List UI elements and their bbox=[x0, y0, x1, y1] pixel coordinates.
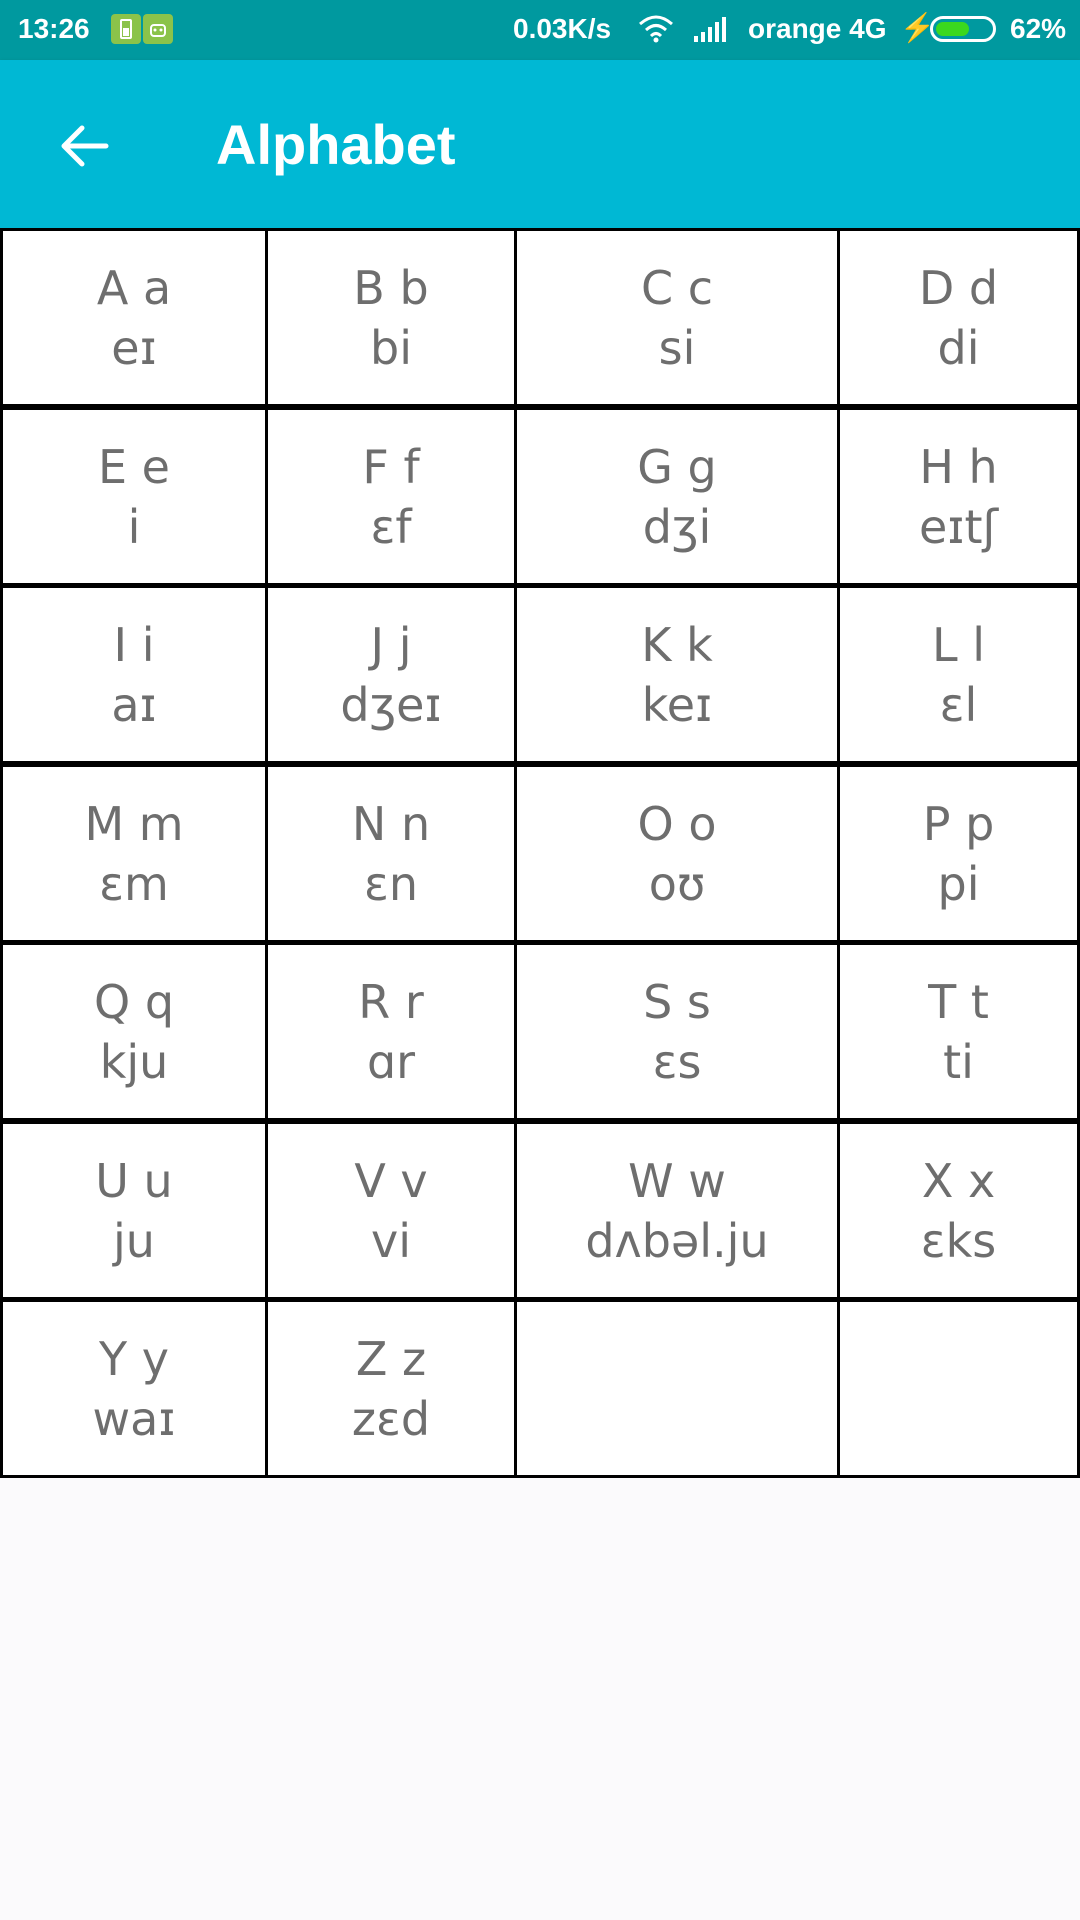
pronunciation-label: keɪ bbox=[641, 677, 713, 732]
grid-row bbox=[0, 942, 1080, 1121]
letter-label: A a bbox=[96, 260, 172, 315]
letter-label: E e bbox=[98, 439, 170, 494]
letter-cell[interactable] bbox=[514, 228, 840, 407]
letter-label: I i bbox=[113, 617, 155, 672]
letter-label: L l bbox=[931, 617, 986, 672]
pronunciation-label: vi bbox=[370, 1213, 411, 1268]
letter-cell[interactable] bbox=[0, 1121, 268, 1300]
pronunciation-label: ɛm bbox=[99, 856, 169, 911]
letter-label: D d bbox=[918, 260, 999, 315]
letter-cell[interactable] bbox=[514, 585, 840, 764]
pronunciation-label: ju bbox=[113, 1213, 155, 1268]
charging-icon: ⚡ bbox=[900, 12, 935, 43]
pronunciation-label: pi bbox=[937, 856, 980, 911]
letter-label: Y y bbox=[99, 1331, 169, 1386]
page-title: Alphabet bbox=[216, 113, 456, 176]
letter-label: G g bbox=[637, 439, 717, 494]
letter-cell[interactable] bbox=[265, 942, 517, 1121]
letter-label: K k bbox=[641, 617, 713, 672]
battery-icon bbox=[930, 16, 996, 42]
arrow-back-icon[interactable] bbox=[54, 116, 114, 176]
letter-cell[interactable] bbox=[514, 942, 840, 1121]
letter-label: N n bbox=[351, 796, 431, 851]
letter-cell[interactable] bbox=[837, 942, 1080, 1121]
letter-label: Z z bbox=[355, 1331, 427, 1386]
pronunciation-label: si bbox=[658, 320, 696, 375]
pronunciation-label: bi bbox=[370, 320, 412, 375]
android-icon bbox=[143, 14, 173, 44]
letter-label: S s bbox=[643, 974, 711, 1029]
letter-label: X x bbox=[921, 1153, 996, 1208]
pronunciation-label: kju bbox=[99, 1034, 169, 1089]
pronunciation-label: di bbox=[937, 320, 980, 375]
letter-cell[interactable] bbox=[837, 228, 1080, 407]
letter-label: V v bbox=[354, 1153, 428, 1208]
letter-cell[interactable] bbox=[265, 764, 517, 943]
letter-label: M m bbox=[84, 796, 184, 851]
letter-cell[interactable] bbox=[0, 407, 268, 586]
pronunciation-label: ɑr bbox=[366, 1034, 416, 1089]
empty-cell bbox=[837, 1299, 1080, 1478]
grid-row bbox=[0, 764, 1080, 943]
alphabet-grid bbox=[0, 228, 1080, 1481]
letter-cell[interactable] bbox=[265, 585, 517, 764]
pronunciation-label: oʊ bbox=[648, 856, 706, 911]
pronunciation-label: ɛl bbox=[939, 677, 978, 732]
battery-percent: 62% bbox=[1010, 13, 1067, 44]
letter-label: F f bbox=[362, 439, 420, 494]
status-time: 13:26 bbox=[18, 13, 90, 44]
letter-label: H h bbox=[919, 439, 998, 494]
letter-cell[interactable] bbox=[0, 228, 268, 407]
pronunciation-label: ɛks bbox=[920, 1213, 997, 1268]
letter-cell[interactable] bbox=[837, 764, 1080, 943]
net-speed: 0.03K/s bbox=[513, 13, 612, 44]
pronunciation-label: eɪtʃ bbox=[919, 499, 998, 554]
battery-saver-icon bbox=[111, 14, 141, 44]
letter-label: C c bbox=[640, 260, 714, 315]
letter-label: T t bbox=[928, 974, 989, 1029]
grid-row bbox=[0, 585, 1080, 764]
grid-row bbox=[0, 407, 1080, 586]
wifi-icon bbox=[636, 12, 676, 51]
letter-label: O o bbox=[637, 796, 717, 851]
pronunciation-label: ɛn bbox=[363, 856, 419, 911]
letter-cell[interactable] bbox=[265, 1299, 517, 1478]
pronunciation-label: waɪ bbox=[92, 1391, 176, 1446]
grid-row bbox=[0, 1299, 1080, 1478]
letter-cell[interactable] bbox=[265, 407, 517, 586]
letter-cell[interactable] bbox=[0, 942, 268, 1121]
letter-cell[interactable] bbox=[837, 585, 1080, 764]
letter-cell[interactable] bbox=[0, 764, 268, 943]
pronunciation-label: aɪ bbox=[111, 677, 157, 732]
pronunciation-label: dʌbəl.ju bbox=[585, 1213, 769, 1268]
pronunciation-label: eɪ bbox=[111, 320, 157, 375]
pronunciation-label: zɛd bbox=[351, 1391, 431, 1446]
letter-label: R r bbox=[358, 974, 424, 1029]
status-bar bbox=[0, 0, 1080, 60]
battery-fill bbox=[936, 22, 969, 36]
app-bar bbox=[0, 60, 1080, 228]
pronunciation-label: dʒeɪ bbox=[340, 677, 442, 732]
pronunciation-label: dʒi bbox=[642, 499, 712, 554]
letter-label: P p bbox=[922, 796, 995, 851]
letter-cell[interactable] bbox=[514, 1121, 840, 1300]
grid-row bbox=[0, 1121, 1080, 1300]
letter-cell[interactable] bbox=[0, 585, 268, 764]
letter-cell[interactable] bbox=[0, 1299, 268, 1478]
letter-cell[interactable] bbox=[514, 764, 840, 943]
letter-cell[interactable] bbox=[265, 1121, 517, 1300]
letter-label: Q q bbox=[93, 974, 175, 1029]
pronunciation-label: ɛs bbox=[652, 1034, 702, 1089]
carrier-label: orange 4G bbox=[748, 13, 887, 44]
pronunciation-label: i bbox=[127, 499, 141, 554]
letter-label: W w bbox=[628, 1153, 726, 1208]
grid-row bbox=[0, 228, 1080, 407]
letter-label: U u bbox=[95, 1153, 173, 1208]
letter-label: B b bbox=[353, 260, 429, 315]
letter-cell[interactable] bbox=[265, 228, 517, 407]
letter-cell[interactable] bbox=[837, 1121, 1080, 1300]
letter-cell[interactable] bbox=[837, 407, 1080, 586]
empty-cell bbox=[514, 1299, 840, 1478]
letter-label: J j bbox=[370, 617, 412, 672]
pronunciation-label: ɛf bbox=[370, 499, 412, 554]
pronunciation-label: ti bbox=[943, 1034, 974, 1089]
letter-cell[interactable] bbox=[514, 407, 840, 586]
signal-icon bbox=[692, 14, 732, 51]
